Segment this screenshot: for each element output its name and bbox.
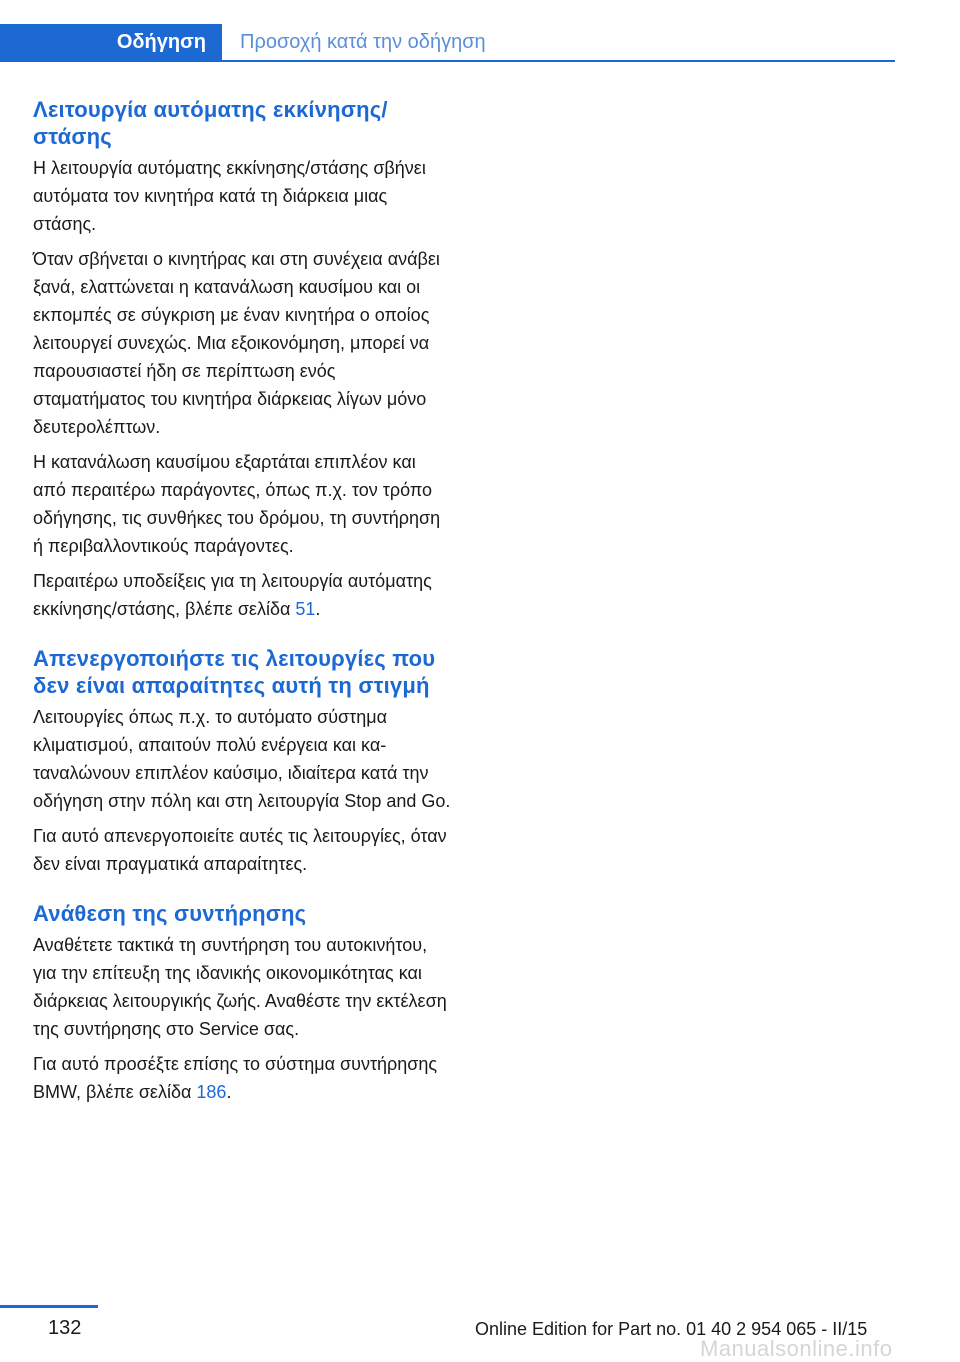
breadcrumb[interactable]: Προσοχή κατά την οδήγηση — [240, 31, 486, 53]
reference-text: Για αυτό προσέξτε επίσης το σύστημα συντήρησης BMW, βλέπε σελίδα — [33, 1054, 438, 1102]
section-maintenance — [33, 900, 453, 1106]
paragraph: Η λειτουργία αυτόματης εκκίνησης/στάσης σβήνει αυτόματα τον κινητήρα κατά τη διάρκεια μιας στάσης. — [33, 158, 426, 234]
paragraph: Όταν σβήνεται ο κινητήρας και στη συνέχεια ανάβει ξανά, ελαττώνεται η κατανάλωση καυσίμου και οι εκπομπές σε σύγκριση με έναν κινητήρα ο οποίος λειτουργεί συνεχώς. Μια εξοικονόμηση, μπορεί να παρουσιαστεί ήδη σε περίπτωση ενός σταματήματος του κινητήρα διάρκειας λίγων μόνο δευτερολέπτων. — [33, 249, 440, 437]
page-number: 132 — [48, 1317, 82, 1339]
reference-suffix: . — [315, 599, 321, 619]
paragraph: Για αυτό απενεργοποιείτε αυτές τις λειτουργίες, όταν δεν είναι πραγματικά απαραίτητες. — [33, 826, 447, 874]
section-heading: Ανάθεση της συντήρησης — [33, 901, 307, 926]
reference-text: Περαιτέρω υποδείξεις για τη λειτουργία αυτόματης εκκίνησης/στάσης, βλέπε σελίδα — [33, 571, 432, 619]
watermark: Manualsonline.info — [700, 1336, 893, 1361]
paragraph: Η κατανάλωση καυσίμου εξαρτάται επιπλέον και από περαιτέρω παράγοντες, όπως π.χ. τον τρόπο οδήγησης, τις συνθήκες του δρόμου, τη συντήρηση ή περιβαλλοντικούς παράγοντες. — [33, 452, 441, 556]
reference-paragraph — [33, 567, 453, 623]
tab-driving[interactable]: Οδήγηση — [0, 24, 222, 60]
page-link-51[interactable]: 51 — [295, 599, 316, 619]
section-heading: Λειτουργία αυτόματης εκκίνησης/ στάσης — [33, 97, 388, 149]
paragraph: Αναθέτετε τακτικά τη συντήρηση του αυτοκινήτου, για την επίτευξη της ιδανικής οικονομικότητας και διάρκειας λειτουργικής ζωής. Αναθέστε την εκτέλεση της συντήρησης στο Service σας. — [33, 935, 447, 1039]
section-heading: Απενεργοποιήστε τις λειτουργίες που δεν είναι απαραίτητες αυτή τη στιγμή — [33, 646, 436, 698]
page-content — [33, 96, 453, 1113]
paragraph: Λειτουργίες όπως π.χ. το αυτόματο σύστημα κλιματισμού, απαιτούν πολύ ενέργεια και καταναλώνουν επιπλέον καύσιμο, ιδιαίτερα κατά την οδήγηση στην πόλη και στη λειτουργία Stop and Go. — [33, 707, 451, 811]
reference-suffix: . — [226, 1082, 232, 1102]
section-auto-start-stop — [33, 96, 453, 623]
page-link-186[interactable]: 186 — [196, 1082, 227, 1102]
edition-text: Online Edition for Part no. 01 40 2 954 065 - II/15 — [475, 1319, 868, 1339]
section-disable-functions — [33, 645, 453, 878]
reference-paragraph — [33, 1050, 453, 1106]
header-bar — [0, 24, 895, 62]
page-number-rule — [0, 1305, 98, 1308]
